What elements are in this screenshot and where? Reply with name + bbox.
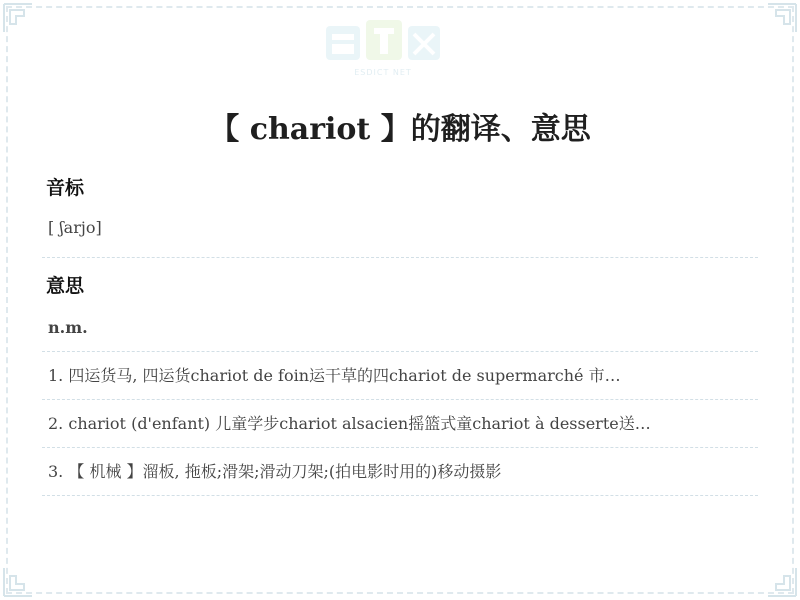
watermark-text: ESDICT NET [354, 68, 412, 77]
meaning-item: 1. 四运货马, 四运货chariot de foin运干草的四chariot de supermarché 市… [42, 352, 758, 400]
entry-content [42, 170, 758, 496]
corner-ornament-icon [764, 2, 798, 36]
meaning-item: 2. chariot (d'enfant) 儿童学步chariot alsacien摇篮式童chariot à desserte送… [42, 400, 758, 448]
site-logo-watermark [322, 16, 444, 82]
corner-ornament-icon [2, 2, 36, 36]
corner-ornament-icon [764, 564, 798, 598]
phonetic-heading: 音标 [46, 177, 85, 199]
meaning-item: 3. 【 机械 】溜板, 拖板;滑架;滑动刀架;(拍电影时用的)移动摄影 [42, 448, 758, 496]
page-title: 【 chariot 】的翻译、意思 [209, 112, 591, 148]
corner-ornament-icon [2, 564, 36, 598]
phonetic-value: [ ʃarjo] [42, 206, 758, 258]
part-of-speech: n.m. [42, 304, 758, 352]
site-logo-icon [322, 16, 444, 68]
meaning-heading: 意思 [46, 275, 85, 297]
